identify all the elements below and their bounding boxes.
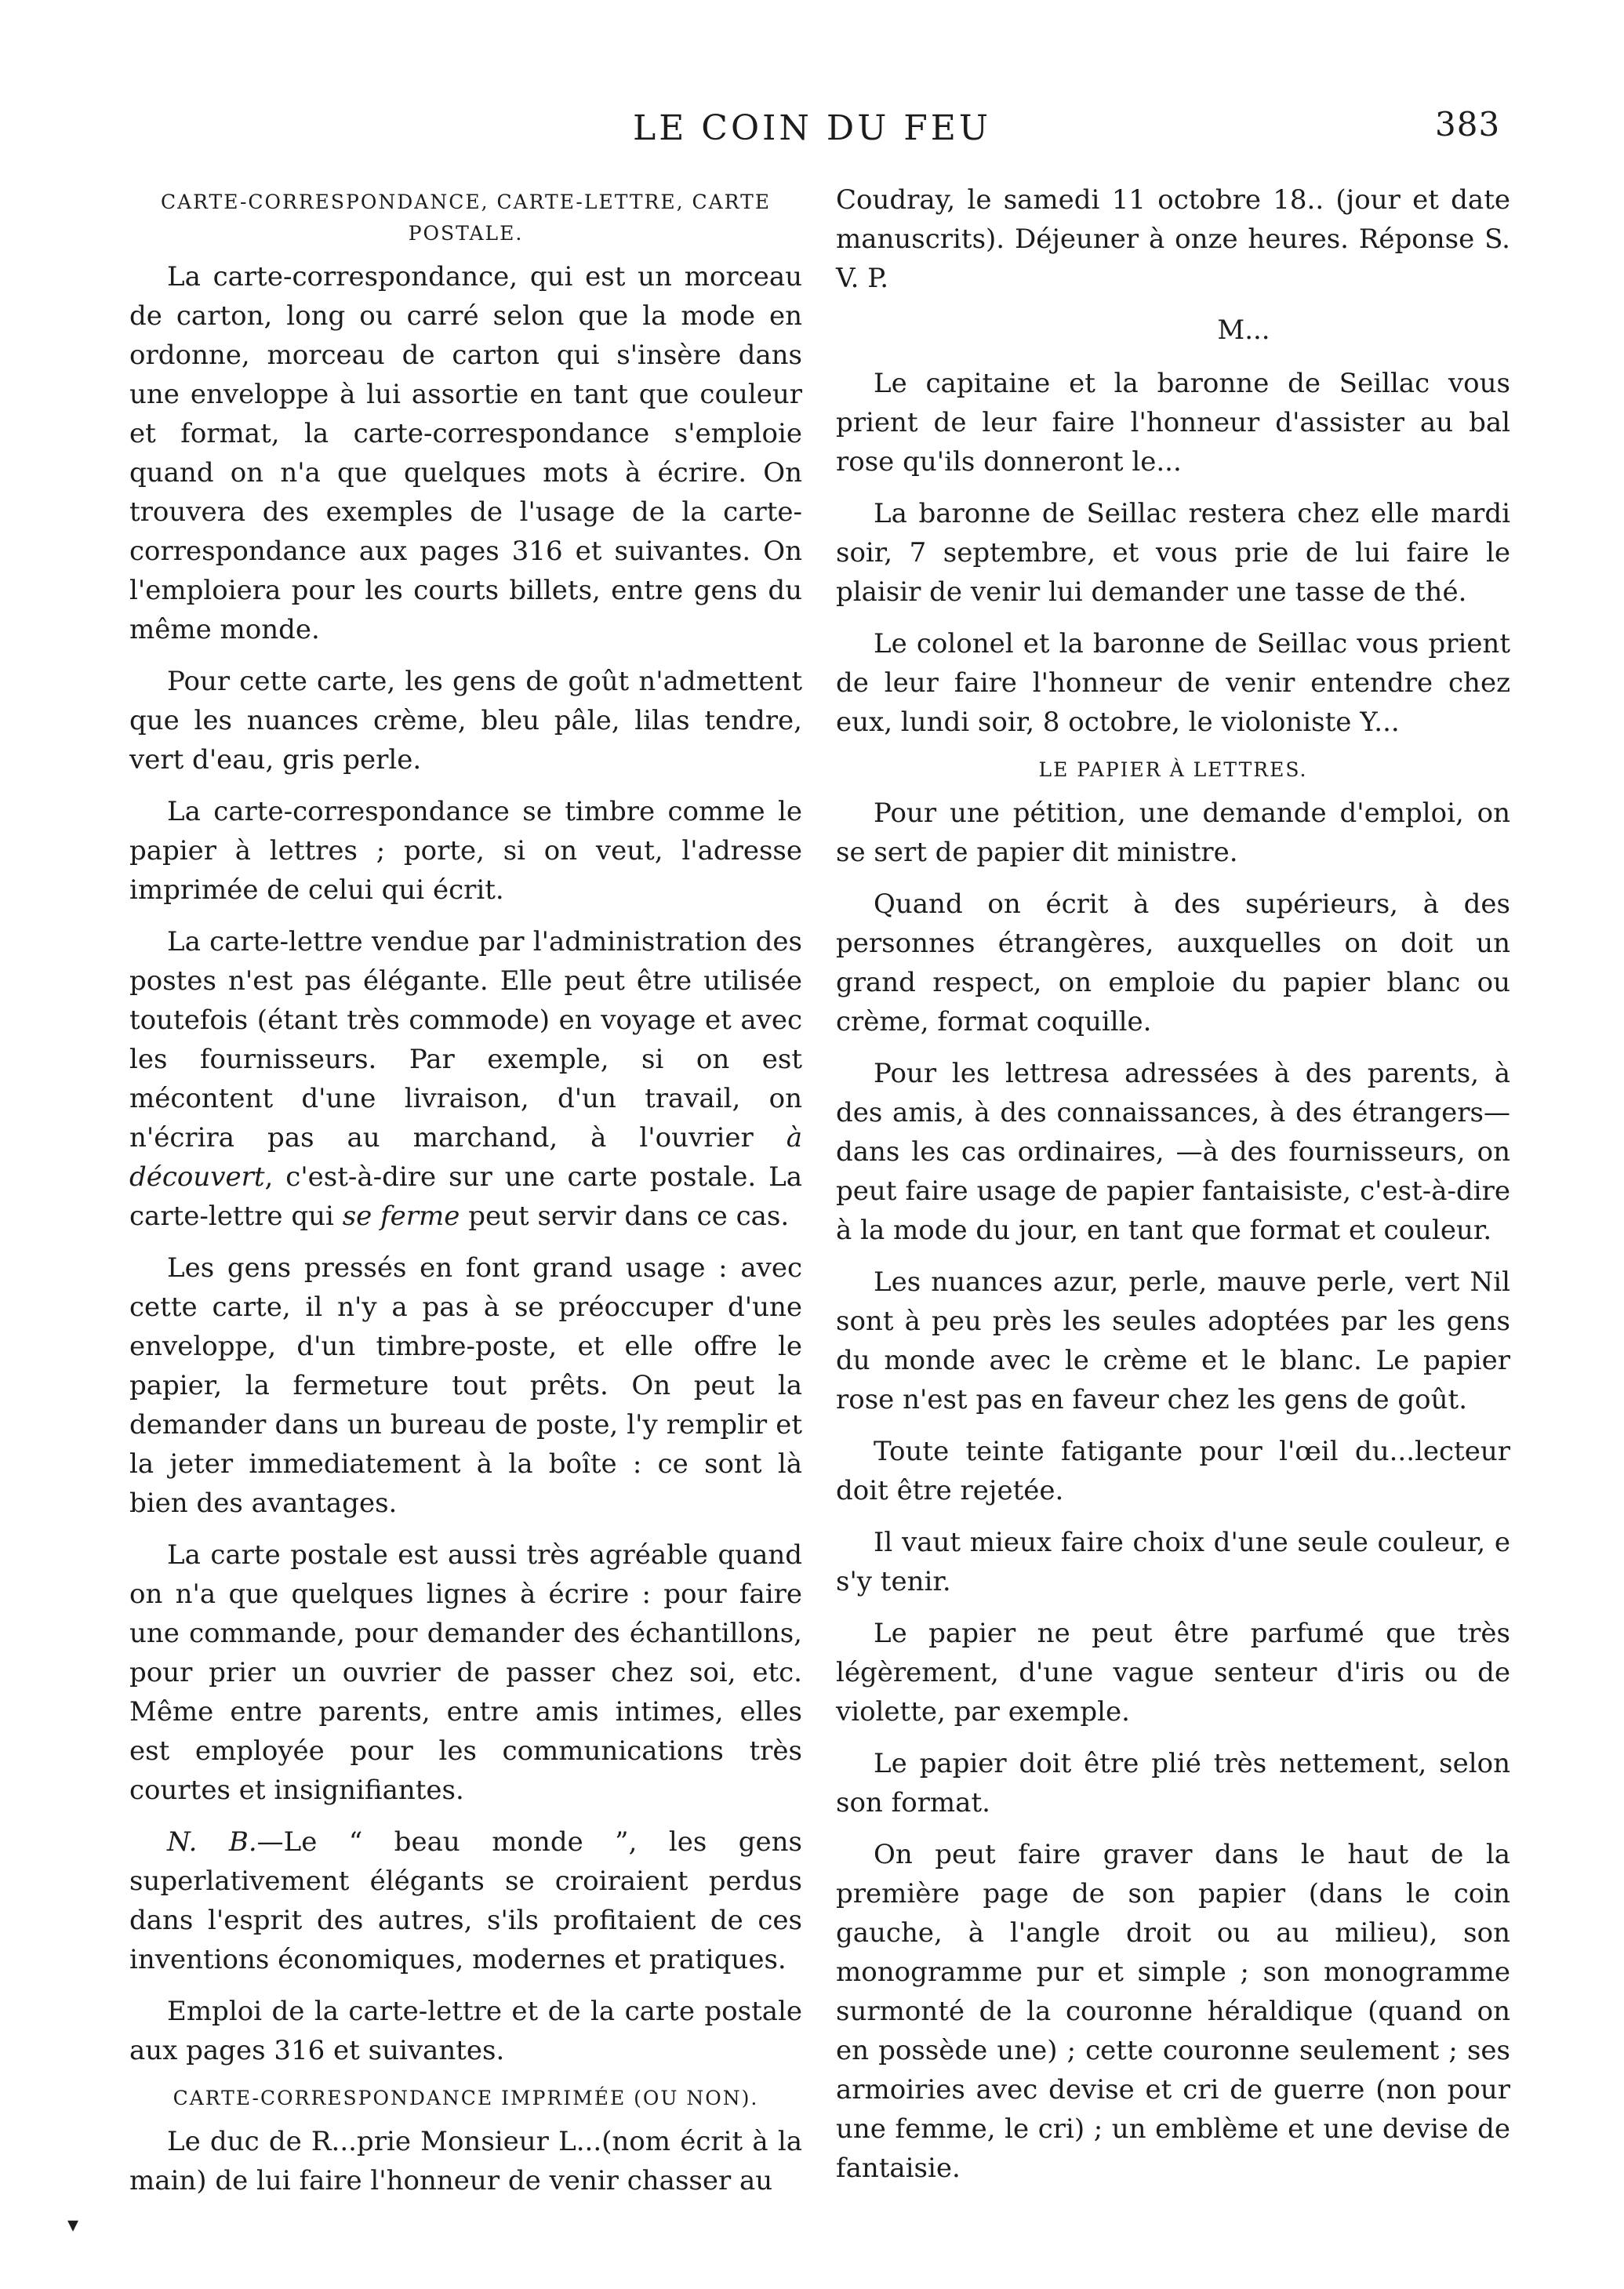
paragraph: Le capitaine et la baronne de Seillac vous prient de leur faire l'honneur d'assister au bal rose qu'ils donneront le...: [836, 368, 1510, 478]
paragraph: Pour les lettresa adressées à des parents, à des amis, à des connaissances, à des étrangers—dans les cas ordinaires, —à des fournisseurs, on peut faire usage de papier fantaisiste, c'est-à-dire à la mode du jour, en tant que format et couleur.: [836, 1058, 1510, 1246]
paragraph: Le colonel et la baronne de Seillac vous prient de leur faire l'honneur de venir entendre chez eux, lundi soir, 8 octobre, le violoniste Y...: [836, 628, 1510, 738]
paragraph: La carte-correspondance, qui est un morceau de carton, long ou carré selon que la mode en ordonne, morceau de carton qui s'insère dans une enveloppe à lui assortie en tant que couleur et format, la carte-correspondance s'emploie quand on n'a que quelques mots à écrire. On trouvera des exemples de l'usage de la carte-correspondance aux pages 316 et suivantes. On l'emploiera pour les courts billets, entre gens du même monde.: [129, 261, 802, 645]
text-run: , c'est-à-dire sur une carte postale. La carte-lettre qui: [129, 1161, 802, 1232]
signature: M...: [1217, 314, 1270, 346]
paragraph: Pour cette carte, les gens de goût n'admettent que les nuances crème, bleu pâle, lilas tendre, vert d'eau, gris perle.: [129, 666, 802, 776]
paragraph: Les nuances azur, perle, mauve perle, vert Nil sont à peu près les seules adoptées par les gens du monde avec le crème et le blanc. Le papier rose n'est pas en faveur chez les gens de goût.: [836, 1266, 1510, 1415]
paragraph: [129, 922, 802, 1236]
paragraph: Il vaut mieux faire choix d'une seule couleur, e s'y tenir.: [836, 1527, 1510, 1597]
section-heading: CARTE-CORRESPONDANCE IMPRIMÉE (OU NON).: [173, 2087, 759, 2109]
paragraph: Emploi de la carte-lettre et de la carte postale aux pages 316 et suivantes.: [129, 1996, 802, 2066]
paragraph: [129, 1822, 802, 1979]
paragraph: Pour une pétition, une demande d'emploi, on se sert de papier dit ministre.: [836, 798, 1510, 868]
paragraph: La carte postale est aussi très agréable quand on n'a que quelques lignes à écrire : pour faire une commande, pour demander des échantillons, pour prier un ouvrier de passer chez soi, etc. Même entre parents, entre amis intimes, elles est employée pour les communications très courtes et insignifiantes.: [129, 1539, 802, 1806]
paragraph: On peut faire graver dans le haut de la première page de son papier (dans le coin gauche, à l'angle droit ou au milieu), son monogramme pur et simple ; son monogramme surmonté de la couronne héraldique (quand on en possède une) ; cette couronne seulement ; ses armoiries avec devise et cri de guerre (non pour une femme, le cri) ; un emblème et une devise de fantaisie.: [836, 1839, 1510, 2184]
text-run: —Le “ beau monde ”, les gens superlativement élégants se croiraient perdus dans l'esprit des autres, s'ils profitaient de ces inventions économiques, modernes et pratiques.: [129, 1826, 802, 1975]
text-run: La carte-lettre vendue par l'administration des postes n'est pas élégante. Elle peut être utilisée toutefois (étant très commode) en voyage et avec les fournisseurs. Par exemple, si on est mécontent d'une livraison, d'un travail, on n'écrira pas au marchand, à l'ouvrier: [129, 926, 802, 1154]
nb-label: N. B.: [167, 1826, 257, 1858]
running-title: LE COIN DU FEU: [632, 108, 991, 148]
paragraph: Le duc de R...prie Monsieur L...(nom écrit à la main) de lui faire l'honneur de venir chasser au: [129, 2126, 802, 2196]
paragraph: Le papier ne peut être parfumé que très légèrement, d'une vague senteur d'iris ou de violette, par exemple.: [836, 1618, 1510, 1728]
paragraph: La carte-correspondance se timbre comme le papier à lettres ; porte, si on veut, l'adresse imprimée de celui qui écrit.: [129, 796, 802, 906]
section-heading: CARTE-CORRESPONDANCE, CARTE-LETTRE, CARTE POSTALE.: [160, 191, 771, 245]
print-mark-icon: ▾: [67, 2211, 79, 2237]
paragraph: Le papier doit être plié très nettement, selon son format.: [836, 1748, 1510, 1818]
paragraph: Quand on écrit à des supérieurs, à des personnes étrangères, auxquelles on doit un grand respect, on emploie du papier blanc ou crème, format coquille.: [836, 888, 1510, 1037]
section-heading: LE PAPIER À LETTRES.: [1038, 758, 1308, 781]
right-column: [836, 180, 1510, 2200]
emphasis: à découvert: [129, 1122, 802, 1193]
paragraph: La baronne de Seillac restera chez elle mardi soir, 7 septembre, et vous prie de lui faire le plaisir de venir lui demander une tasse de thé.: [836, 498, 1510, 608]
page-number: 383: [1435, 105, 1501, 144]
text-run: peut servir dans ce cas.: [460, 1201, 790, 1232]
paragraph: Coudray, le samedi 11 octobre 18.. (jour et date manuscrits). Déjeuner à onze heures. Réponse S. V. P.: [836, 184, 1510, 294]
paragraph: Toute teinte fatigante pour l'œil du...lecteur doit être rejetée.: [836, 1436, 1510, 1506]
left-column: [129, 180, 802, 2213]
paragraph: Les gens pressés en font grand usage : avec cette carte, il n'y a pas à se préoccuper d'une enveloppe, d'un timbre-poste, et elle offre le papier, la fermeture tout prêts. On peut la demander dans un bureau de poste, l'y remplir et la jeter immediatement à la boîte : ce sont là bien des avantages.: [129, 1252, 802, 1519]
emphasis: se ferme: [342, 1201, 460, 1232]
